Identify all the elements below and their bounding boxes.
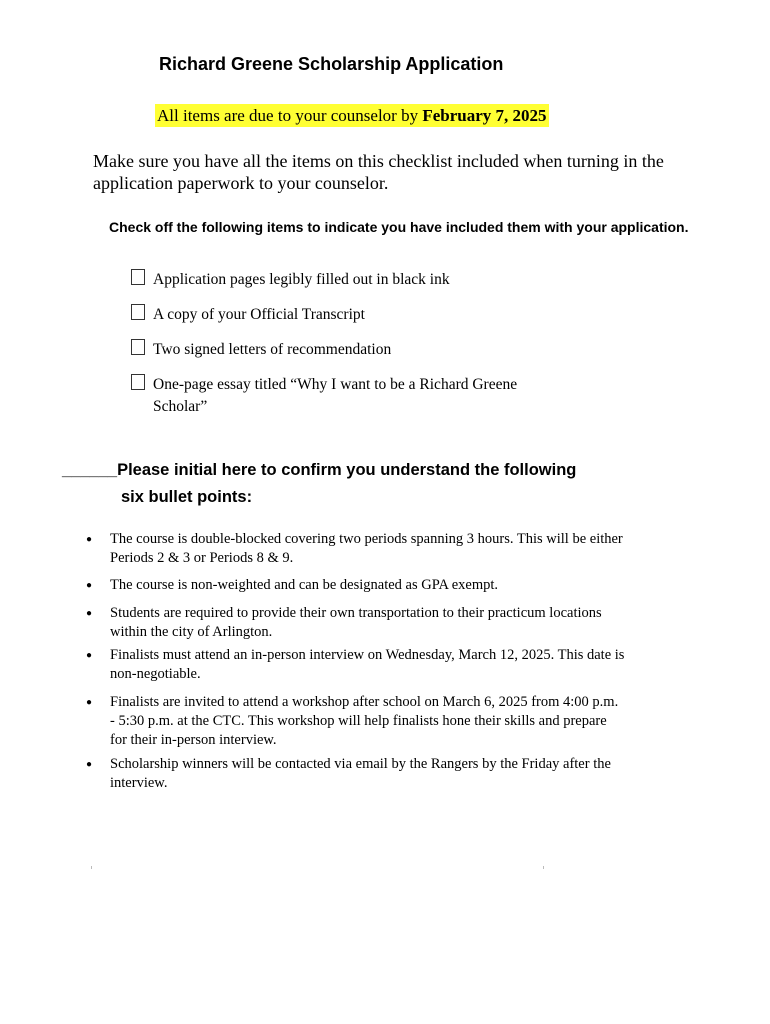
bullet-item: ● Finalists are invited to attend a workshop after school on March 6, 2025 from 4:00 p.m. - 5:30 p.m. at the CTC. This workshop will help finalists hone their skills and prepare for their in-person interview. [86, 693, 626, 750]
initial-line-2: six bullet points: [121, 488, 253, 506]
due-date-notice [155, 104, 549, 127]
checklist-item-label: Two signed letters of recommendation [153, 341, 392, 358]
checklist-item-label: One-page essay titled “Why I want to be a Richard Greene Scholar” [153, 376, 518, 415]
checkbox-icon[interactable] [131, 339, 145, 355]
checklist-item[interactable] [131, 374, 591, 418]
initial-confirmation [62, 457, 642, 511]
initial-blank[interactable]: ______ [62, 461, 118, 479]
due-date-prefix: All items are due to your counselor by [157, 106, 423, 125]
checklist-item[interactable] [131, 304, 591, 326]
bullet-item: ● The course is non-weighted and can be designated as GPA exempt. [86, 576, 626, 595]
due-date: February 7, 2025 [422, 106, 547, 125]
checkbox-icon[interactable] [131, 269, 145, 285]
intro-paragraph: Make sure you have all the items on this checklist included when turning in the application paperwork to your counselor. [93, 151, 664, 193]
checklist-item[interactable] [131, 269, 591, 291]
page-mark [91, 866, 92, 869]
page-title: Richard Greene Scholarship Application [159, 54, 504, 74]
checklist-item-label: Application pages legibly filled out in black ink [153, 271, 450, 288]
checkbox-icon[interactable] [131, 304, 145, 320]
bullet-item: ● Students are required to provide their own transportation to their practicum locations within the city of Arlington. [86, 604, 626, 642]
initial-line-1: Please initial here to confirm you understand the following [117, 461, 577, 479]
checkbox-icon[interactable] [131, 374, 145, 390]
bullet-list [86, 530, 626, 793]
checklist-item-label: A copy of your Official Transcript [153, 306, 365, 323]
checklist-item[interactable] [131, 339, 591, 361]
bullet-item: ● Finalists must attend an in-person interview on Wednesday, March 12, 2025. This date is non-negotiable. [86, 646, 626, 684]
page-mark [543, 866, 544, 869]
bullet-item: ● The course is double-blocked covering two periods spanning 3 hours. This will be either Periods 2 & 3 or Periods 8 & 9. [86, 530, 626, 568]
bullet-item: ● Scholarship winners will be contacted via email by the Rangers by the Friday after the interview. [86, 755, 626, 793]
checklist-instruction: Check off the following items to indicate you have included them with your application. [109, 219, 689, 235]
